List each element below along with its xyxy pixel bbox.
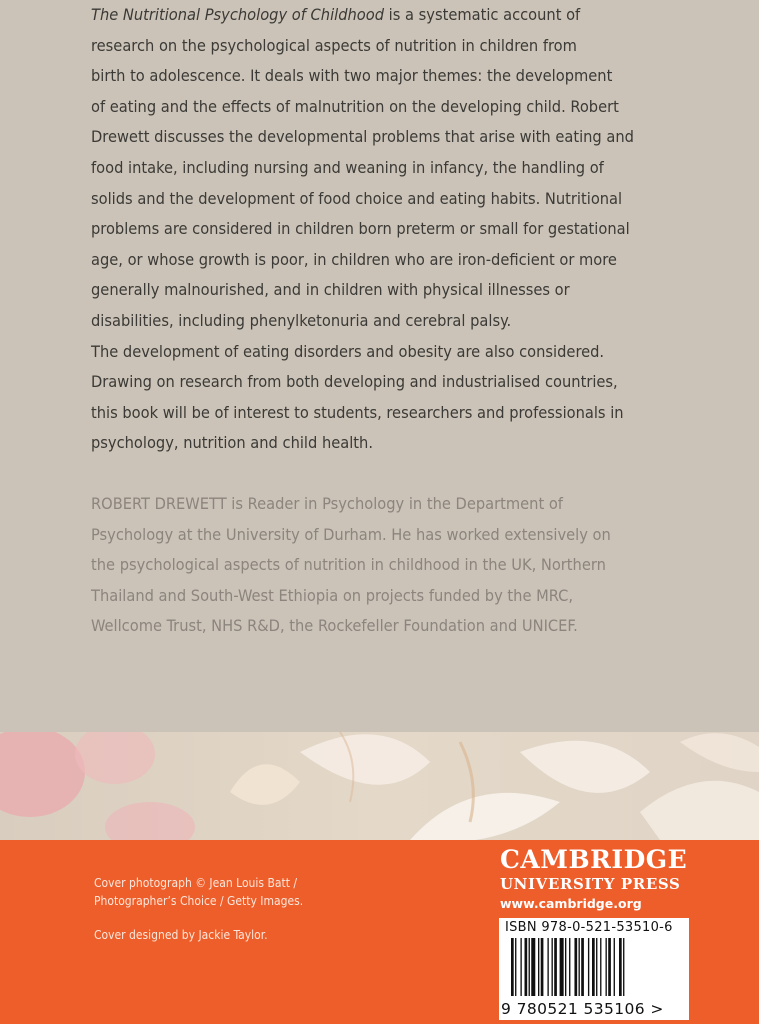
barcode-bar	[552, 938, 553, 996]
barcode-bar	[623, 938, 624, 996]
description-line: age, or whose growth is poor, in children who are iron-deficient or more	[91, 249, 617, 269]
isbn-barcode	[499, 918, 689, 1020]
floral-fabric-image	[0, 732, 759, 840]
description-line: psychology, nutrition and child health.	[91, 433, 373, 453]
photo-credit: Cover photograph © Jean Louis Batt / Photographer’s Choice / Getty Images.	[94, 876, 304, 908]
description-line: The development of eating disorders and obesity are also considered.	[91, 341, 605, 361]
description-line: problems are considered in children born preterm or small for gestational	[91, 219, 630, 239]
description-line: Drawing on research from both developing and industrialised countries,	[91, 372, 618, 392]
description-line: solids and the development of food choice and eating habits. Nutritional	[91, 188, 623, 208]
barcode-bar	[600, 938, 601, 996]
barcode-bar	[592, 938, 595, 996]
cover-photo-strip	[0, 732, 759, 840]
description-line: food intake, including nursing and weaning in infancy, the handling of	[91, 157, 604, 177]
author-bio-line: Thailand and South-West Ethiopia on projects funded by the MRC,	[91, 585, 574, 605]
barcode-bar	[608, 938, 611, 996]
barcode-bar	[596, 938, 597, 996]
description-line: Drewett discusses the developmental problems that arise with eating and	[91, 127, 634, 147]
publisher-logo-name: CAMBRIDGE	[500, 845, 688, 874]
barcode-bar	[541, 938, 544, 996]
barcode-bar	[606, 938, 607, 996]
description-line: of eating and the effects of malnutrition on the developing child. Robert	[91, 96, 619, 116]
barcode-bars	[503, 938, 685, 1000]
author-bio-line: the psychological aspects of nutrition in childhood in the UK, Northern	[91, 555, 606, 575]
author-bio-line: Wellcome Trust, NHS R&D, the Rockefeller Foundation and UNICEF.	[91, 616, 578, 636]
description-line: The Nutritional Psychology of Childhood is a systematic account of	[91, 5, 581, 24]
description-line: generally malnourished, and in children with physical illnesses or	[91, 280, 570, 300]
book-description	[91, 0, 636, 459]
barcode-bar	[581, 938, 584, 996]
book-title: The Nutritional Psychology of Childhood	[91, 5, 385, 24]
description-line: disabilities, including phenylketonuria and cerebral palsy.	[91, 310, 512, 330]
author-bio-line: ROBERT DREWETT is Reader in Psychology in the Department of	[91, 494, 563, 513]
barcode-digits: 9 780521 535106 >	[501, 1000, 664, 1018]
barcode-bar	[525, 938, 528, 996]
barcode-bar	[574, 938, 577, 996]
barcode-bar	[547, 938, 548, 996]
barcode-bar	[520, 938, 521, 996]
barcode-bar	[619, 938, 622, 996]
barcode-bar	[588, 938, 589, 996]
design-credit: Cover designed by Jackie Taylor.	[94, 928, 268, 942]
barcode-bar	[515, 938, 516, 996]
barcode-bar	[560, 938, 564, 996]
barcode-bar	[569, 938, 570, 996]
author-bio	[91, 489, 636, 642]
barcode-bar	[538, 938, 539, 996]
barcode-bar	[511, 938, 514, 996]
barcode-bar	[529, 938, 530, 996]
description-line: this book will be of interest to students, researchers and professionals in	[91, 402, 624, 422]
description-line: birth to adolescence. It deals with two major themes: the development	[91, 66, 613, 86]
isbn-label: ISBN 978-0-521-53510-6	[505, 920, 673, 935]
publisher-logo-subtitle: UNIVERSITY PRESS	[500, 875, 681, 893]
publisher-url: www.cambridge.org	[500, 896, 642, 911]
barcode-bar	[565, 938, 566, 996]
barcode-bar	[579, 938, 580, 996]
barcode-bar	[531, 938, 535, 996]
author-bio-line: Psychology at the University of Durham. He has worked extensively on	[91, 524, 611, 544]
barcode-bar	[554, 938, 557, 996]
barcode-bar	[614, 938, 615, 996]
description-line: research on the psychological aspects of nutrition in children from	[91, 35, 577, 55]
